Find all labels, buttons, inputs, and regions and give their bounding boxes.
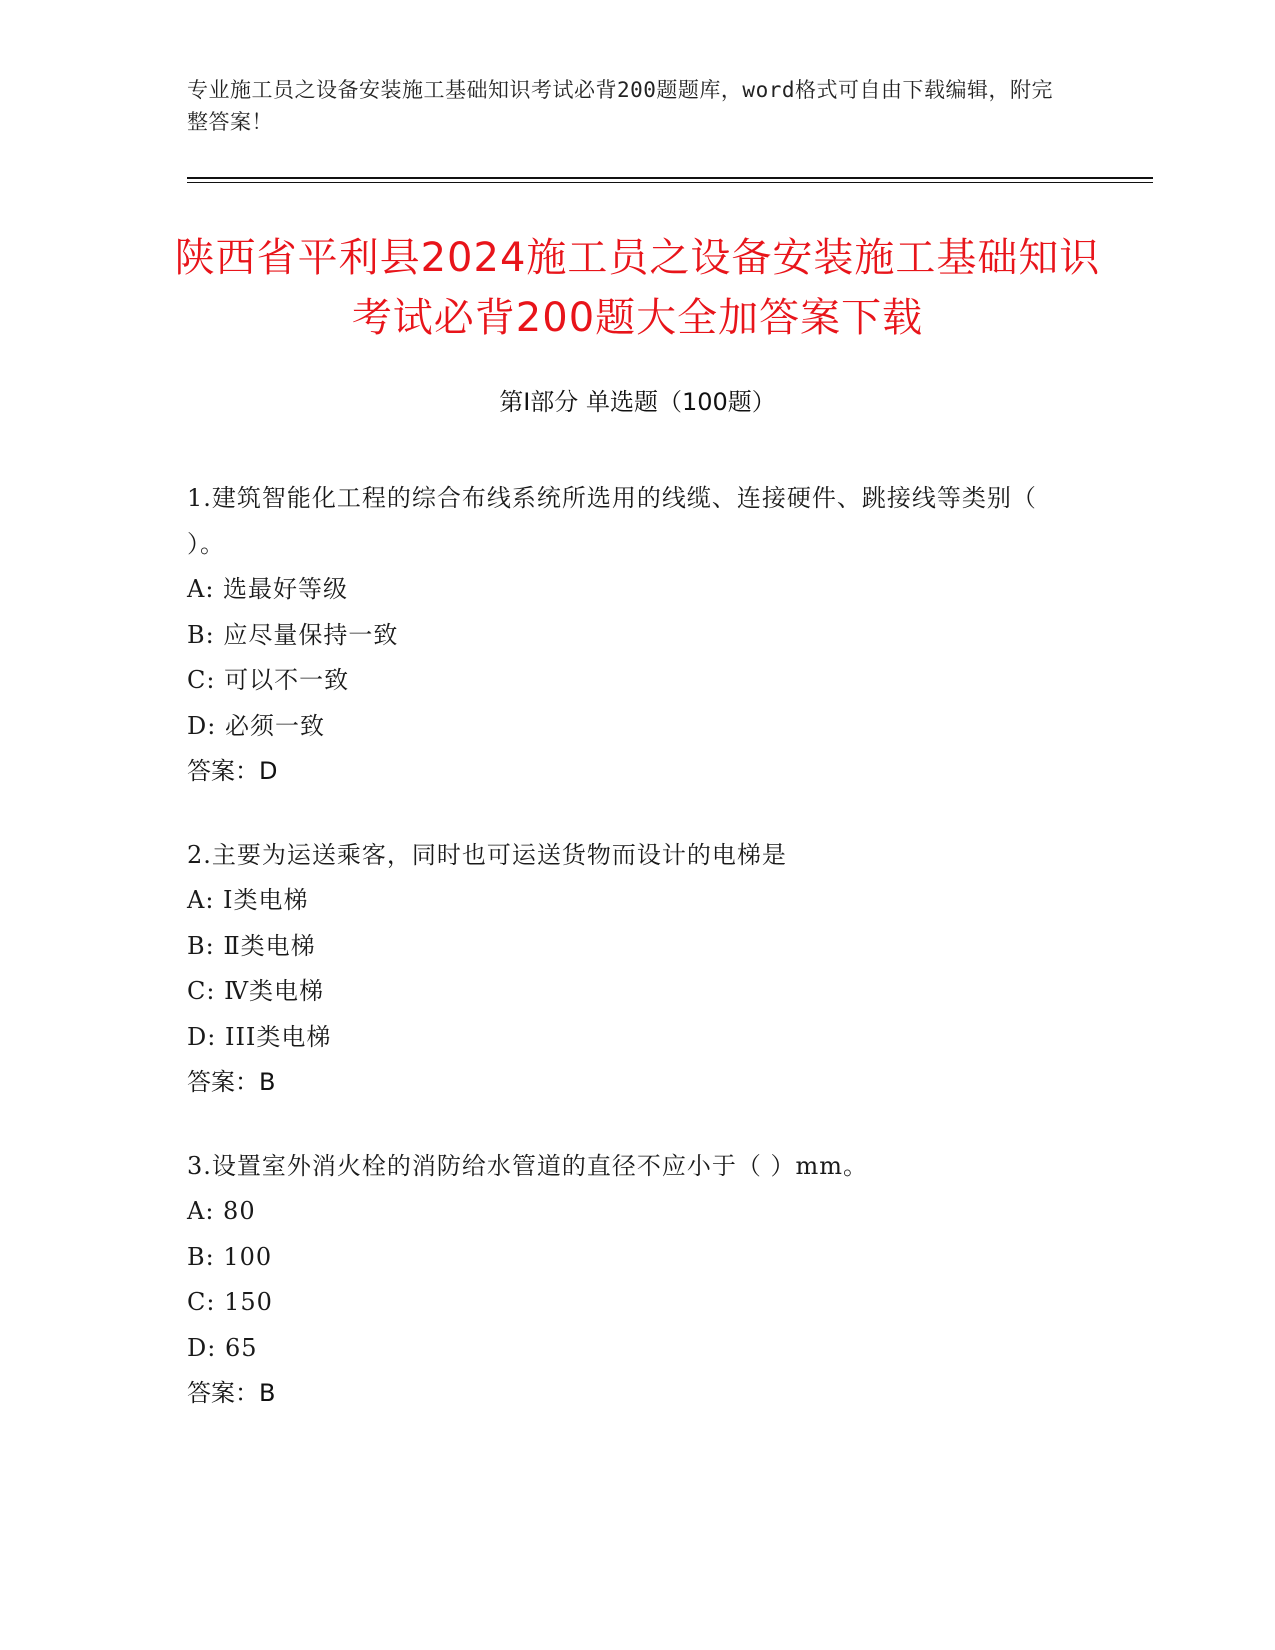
question-stem: 3.设置室外消火栓的消防给水管道的直径不应小于（ ）mm。: [187, 1151, 869, 1180]
option-a: A: 80: [187, 1197, 256, 1225]
answer: 答案：D: [187, 757, 278, 785]
question-stem: 1.建筑智能化工程的综合布线系统所选用的线缆、连接硬件、跳接线等类别（ ）。: [187, 484, 1037, 558]
question-1: [187, 476, 1077, 795]
option-d: D: 65: [187, 1333, 258, 1362]
option-b: B: Ⅱ类电梯: [187, 931, 316, 960]
option-c: C: 150: [187, 1288, 273, 1316]
header-note: 专业施工员之设备安装施工基础知识考试必背200题题库，word格式可自由下载编辑，附完整答案！: [187, 78, 1053, 134]
section-title: 第I部分 单选题（100题）: [499, 388, 776, 416]
option-c: C: Ⅳ类电梯: [187, 977, 325, 1005]
question-2: [187, 833, 1077, 1106]
option-d: D: 必须一致: [187, 711, 325, 740]
option-a: A: I类电梯: [187, 886, 309, 914]
document-title: 陕西省平利县2024施工员之设备安装施工基础知识考试必背200题大全加答案下载: [174, 235, 1101, 341]
question-stem: 2.主要为运送乘客，同时也可运送货物而设计的电梯是: [187, 840, 787, 869]
header-divider-thin: [187, 182, 1153, 183]
answer: 答案：B: [187, 1379, 276, 1407]
header-divider: [187, 177, 1153, 179]
option-c: C: 可以不一致: [187, 666, 350, 694]
option-b: B: 应尽量保持一致: [187, 620, 399, 649]
option-b: B: 100: [187, 1242, 273, 1271]
option-d: D: III类电梯: [187, 1022, 332, 1051]
question-3: [187, 1144, 1077, 1417]
answer: 答案：B: [187, 1068, 276, 1096]
option-a: A: 选最好等级: [187, 575, 349, 603]
question-list: [187, 476, 1077, 1455]
